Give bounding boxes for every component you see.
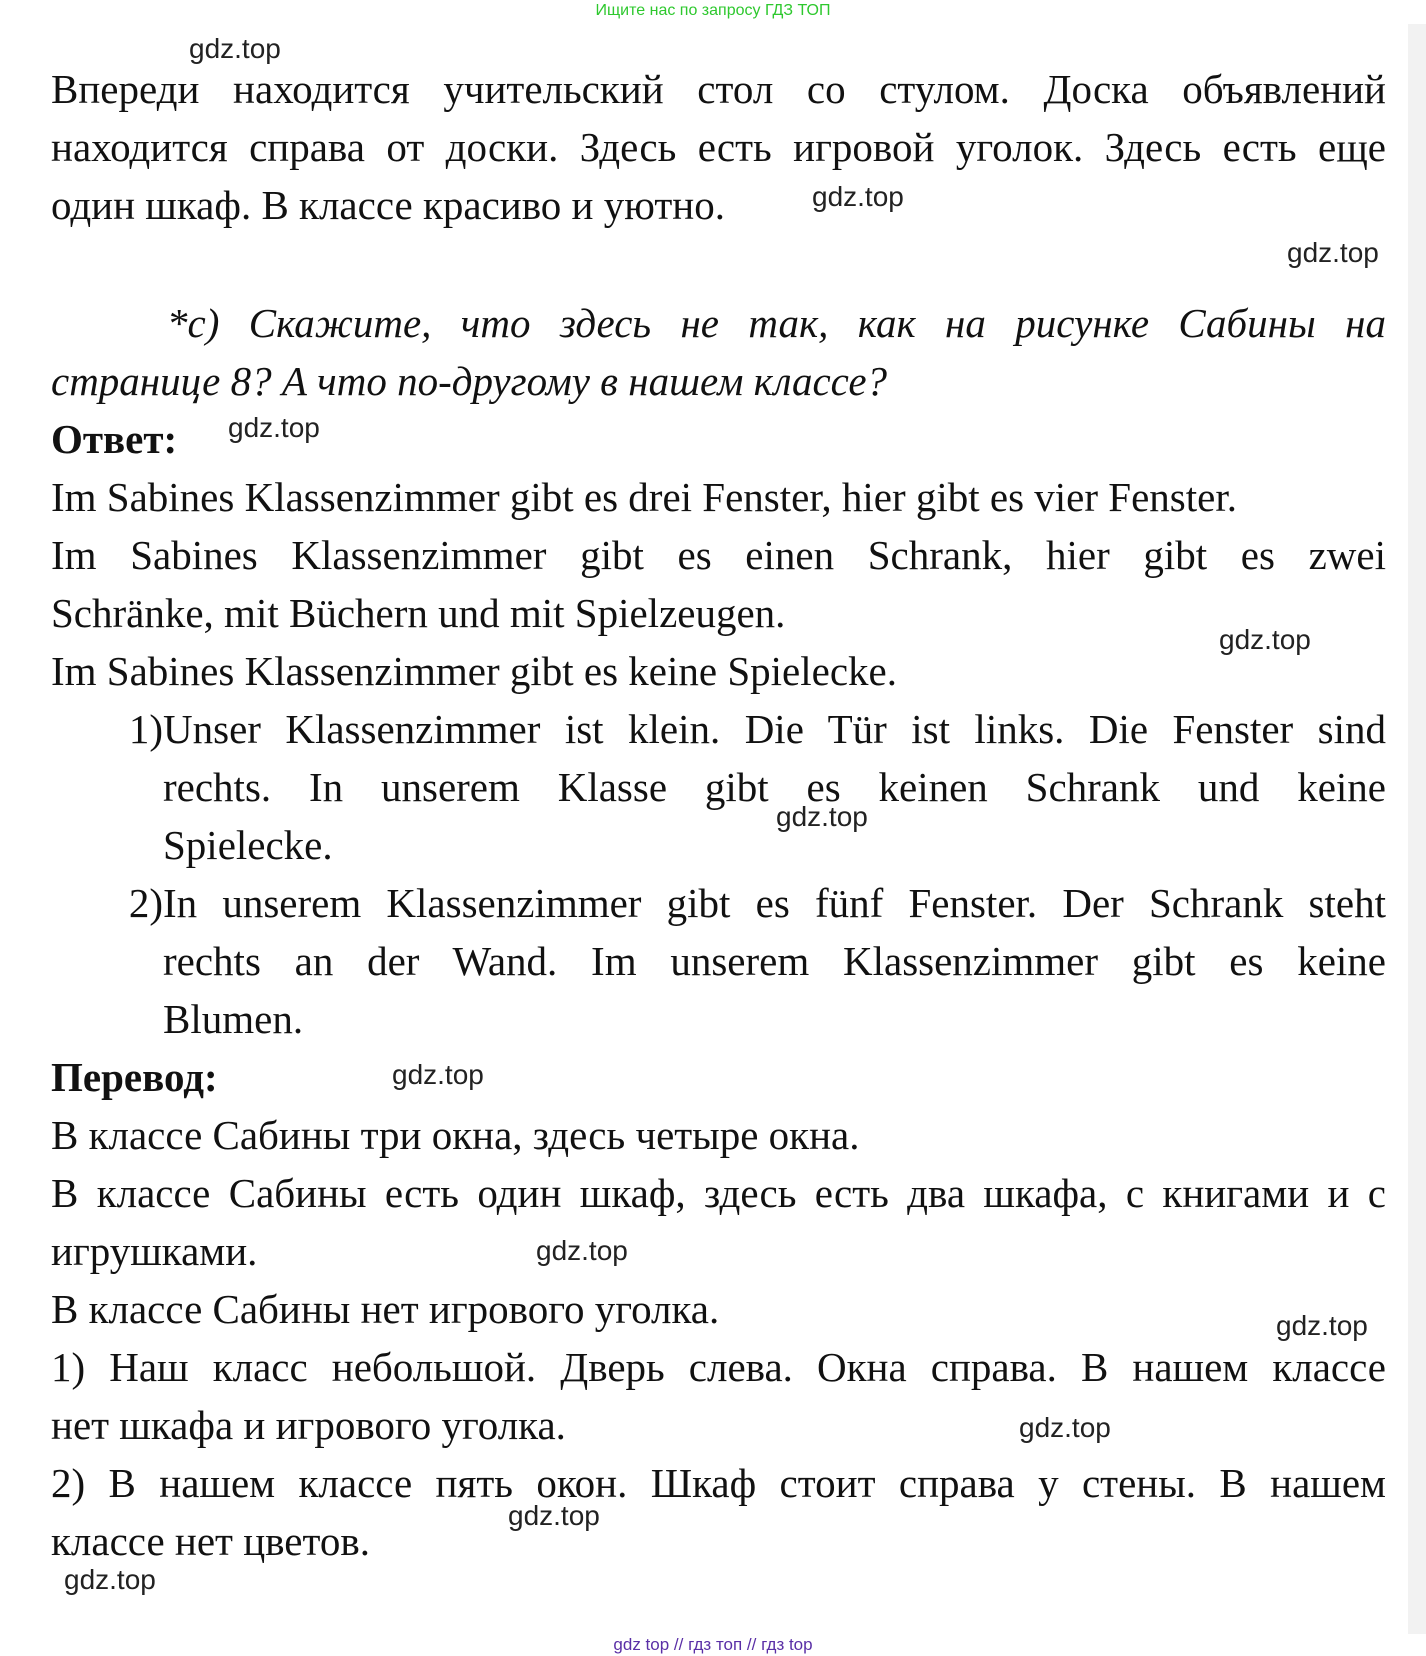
watermark: gdz.top [228, 412, 320, 443]
list-item-number: 1) [128, 706, 163, 752]
list-item-line: rechts. In unserem Klasse gibt es keinen Schrank und keine [163, 764, 1386, 810]
list-item-number: 2) [128, 880, 163, 926]
answer-line-3: Schränke, mit Büchern und mit Spielzeugen. [51, 590, 786, 636]
translation-line-8: классе нет цветов. [51, 1518, 370, 1564]
list-item-body [163, 874, 1386, 1048]
translation-line-5: 1) Наш класс небольшой. Дверь слева. Окна справа. В нашем классе [51, 1344, 1386, 1390]
list-item-line: Unser Klassenzimmer ist klein. Die Tür ist links. Die Fenster sind [163, 706, 1386, 752]
top-banner[interactable]: Ищите нас по запросу ГДЗ ТОП [595, 2, 831, 19]
translation-line-6: нет шкафа и игрового уголка. [51, 1402, 566, 1448]
watermark: gdz.top [776, 801, 868, 832]
list-item-line: Blumen. [163, 996, 304, 1042]
answer-line-4: Im Sabines Klassenzimmer gibt es keine Spielecke. [51, 648, 897, 694]
translation-line-7: 2) В нашем классе пять окон. Шкаф стоит справа у стены. В нашем [51, 1460, 1386, 1506]
watermark: gdz.top [1276, 1310, 1368, 1341]
intro-line-1: Впереди находится учительский стол со стулом. Доска объявлений [51, 66, 1386, 112]
scrollbar[interactable] [1408, 24, 1426, 1634]
list-item-line: rechts an der Wand. Im unserem Klassenzimmer gibt es keine [163, 938, 1386, 984]
list-item [51, 700, 1386, 874]
watermark: gdz.top [1287, 237, 1379, 268]
answer-list [51, 700, 1386, 1048]
list-item-body [163, 700, 1386, 874]
answer-heading: Ответ: [51, 416, 178, 462]
question-line-1: *c) Скажите, что здесь не так, как на рисунке Сабины на [167, 300, 1386, 346]
watermark: gdz.top [392, 1059, 484, 1090]
watermark: gdz.top [536, 1235, 628, 1266]
answer-line-2: Im Sabines Klassenzimmer gibt es einen Schrank, hier gibt es zwei [51, 532, 1386, 578]
translation-line-1: В классе Сабины три окна, здесь четыре окна. [51, 1112, 860, 1158]
translation-line-3: игрушками. [51, 1228, 258, 1274]
intro-line-2: находится справа от доски. Здесь есть игровой уголок. Здесь есть еще [51, 124, 1386, 170]
watermark: gdz.top [1219, 624, 1311, 655]
watermark: gdz.top [64, 1564, 156, 1595]
list-item [51, 874, 1386, 1048]
list-item-line: Spielecke. [163, 822, 333, 868]
watermark: gdz.top [508, 1500, 600, 1531]
translation-heading: Перевод: [51, 1054, 218, 1100]
watermark: gdz.top [189, 33, 281, 64]
answer-line-1: Im Sabines Klassenzimmer gibt es drei Fenster, hier gibt es vier Fenster. [51, 474, 1237, 520]
list-item-line: In unserem Klassenzimmer gibt es fünf Fenster. Der Schrank steht [163, 880, 1386, 926]
question-line-2: странице 8? А что по-другому в нашем классе? [51, 358, 888, 404]
translation-line-2: В классе Сабины есть один шкаф, здесь есть два шкафа, с книгами и с [51, 1170, 1386, 1216]
watermark: gdz.top [1019, 1412, 1111, 1443]
watermark: gdz.top [812, 181, 904, 212]
footer-links[interactable]: gdz top // гдз топ // гдз top [613, 1635, 813, 1654]
document-page [51, 60, 1386, 1570]
translation-line-4: В классе Сабины нет игрового уголка. [51, 1286, 720, 1332]
intro-line-3: один шкаф. В классе красиво и уютно. [51, 182, 725, 228]
